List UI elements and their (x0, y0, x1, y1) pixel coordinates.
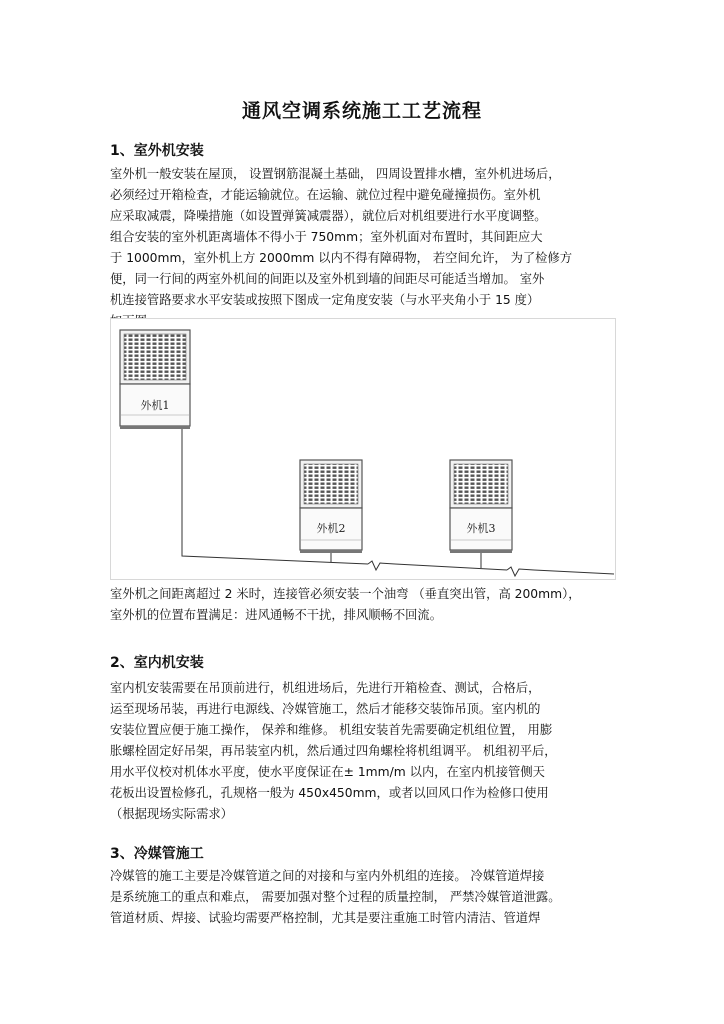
unit-1-label: 外机1 (140, 399, 170, 412)
outdoor-unit-1 (120, 330, 190, 429)
paragraph-line: 运至现场吊装，再进行电源线、冷媒管施工，然后才能移交装饰吊顶。室内机的 (110, 702, 541, 716)
paragraph-line: 必须经过开箱检查，才能运输就位。在运输、就位过程中避免碰撞损伤。室外机 (110, 188, 541, 202)
paragraph-line: 组合安装的室外机距离墙体不得小于 750mm；室外机面对布置时，其间距应大 (110, 230, 543, 244)
section-1-after-figure (110, 584, 630, 626)
paragraph-line: 花板出设置检修孔，孔规格一般为 450x450mm，或者以回风口作为检修口使用 (110, 786, 549, 800)
paragraph-line: 室内机安装需要在吊顶前进行，机组进场后，先进行开箱检查、测试，合格后， (110, 681, 541, 695)
paragraph-line: 应采取减震，降噪措施（如设置弹簧减震器），就位后对机组要进行水平度调整。 (110, 209, 547, 223)
section-1-heading: 1、室外机安装 (110, 143, 204, 159)
document-title: 通风空调系统施工工艺流程 (241, 100, 482, 122)
section-2-body (110, 678, 630, 825)
paragraph-line: 是系统施工的重点和难点， 需要加强对整个过程的质量控制， 严禁冷媒管道泄露。 (110, 890, 561, 904)
paragraph-line: 室外机一般安装在屋顶， 设置钢筋混凝土基础， 四周设置排水槽，室外机进场后， (110, 167, 561, 181)
section-3-heading: 3、冷媒管施工 (110, 846, 204, 862)
paragraph-line: 安装位置应便于施工操作， 保养和维修。 机组安装首先需要确定机组位置， 用膨 (110, 723, 553, 737)
outdoor-unit-3 (450, 460, 512, 553)
section-1-body (110, 164, 630, 332)
paragraph-line: 胀螺栓固定好吊架，再吊装室内机，然后通过四角螺栓将机组调平。 机组初平后， (110, 744, 557, 758)
outdoor-unit-2 (300, 460, 362, 553)
paragraph-line: 机连接管路要求水平安装或按照下图成一定角度安装（与水平夹角小于 15 度） (110, 293, 540, 307)
paragraph-line: 于 1000mm，室外机上方 2000mm 以内不得有障碍物， 若空间允许， 为了检修方 (110, 251, 573, 265)
paragraph-line: 冷媒管的施工主要是冷媒管道之间的对接和与室内外机组的连接。 冷媒管道焊接 (110, 869, 545, 883)
paragraph-line: （根据现场实际需求） (110, 807, 233, 821)
paragraph-line: 室外机的位置布置满足：进风通畅不干扰，排风顺畅不回流。 (110, 608, 443, 622)
paragraph-line: 室外机之间距离超过 2 米时，连接管必须安装一个油弯 （垂直突出管，高 200mm）， (110, 587, 581, 601)
outdoor-units-diagram (110, 318, 616, 580)
paragraph-line: 便，同一行间的两室外机间的间距以及室外机到墙的间距尽可能适当增加。 室外 (110, 272, 545, 286)
section-3-body (110, 866, 630, 929)
paragraph-line: 用水平仪校对机体水平度，使水平度保证在± 1mm/m 以内，在室内机接管侧天 (110, 765, 545, 779)
unit-2-label: 外机2 (316, 522, 346, 535)
section-2-heading: 2、室内机安装 (110, 655, 204, 671)
paragraph-line: 管道材质、焊接、试验均需要严格控制，尤其是要注重施工时管内清洁、管道焊 (110, 911, 541, 925)
unit-3-label: 外机3 (466, 522, 496, 535)
